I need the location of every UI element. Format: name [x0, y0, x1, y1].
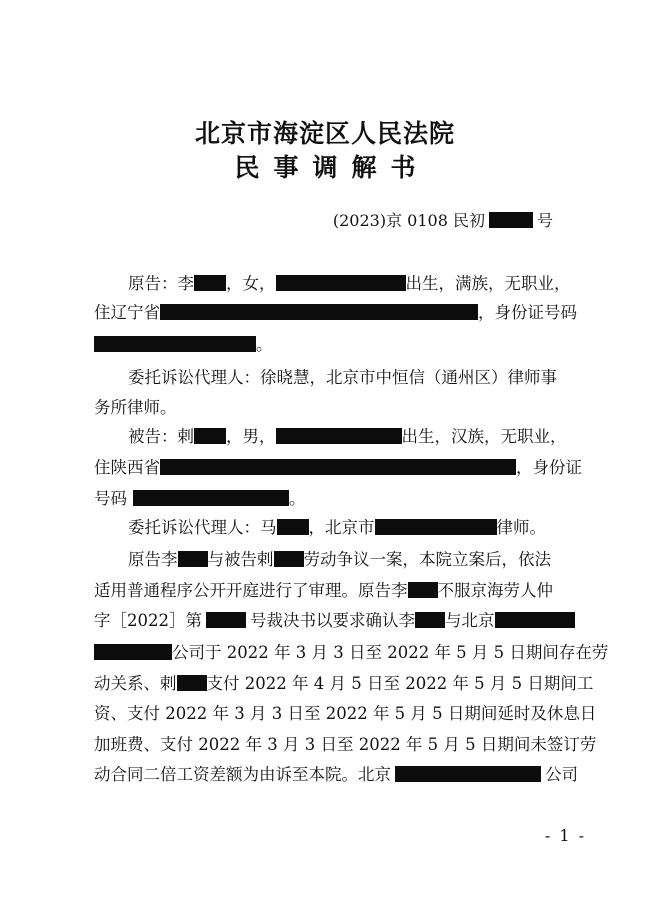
text-line	[128, 549, 551, 571]
redaction-block	[160, 304, 478, 320]
line-text: 动合同二倍工资差额为由诉至本院。北京	[94, 765, 391, 784]
case-number-prefix: (2023)京 0108 民初	[332, 211, 485, 230]
page-number: - 1 -	[544, 826, 586, 845]
redaction-block	[274, 551, 304, 567]
line-text: 字［2022］第	[94, 611, 202, 630]
redaction-block	[177, 675, 207, 691]
text-line	[94, 764, 578, 786]
line-text: 不服京海劳人仲	[437, 581, 553, 600]
text-line	[94, 334, 273, 356]
redaction-block	[489, 212, 533, 228]
line-text: 劳动争议一案，本院立案后，依法	[303, 550, 551, 569]
line-text: 公司	[545, 765, 578, 784]
text-line	[94, 610, 575, 632]
redaction-block	[194, 428, 226, 444]
text-line: 加班费、支付 2022 年 3 月 3 日至 2022 年 5 月 5 日期间未签订劳	[94, 735, 597, 754]
line-text: 动关系、剌	[94, 674, 177, 693]
line-text: 委托诉讼代理人：马	[128, 518, 277, 537]
line-text: 原告：李	[128, 274, 194, 293]
document-type: 民事调解书	[234, 153, 430, 182]
redaction-block	[276, 428, 402, 444]
line-text: ，北京市	[308, 518, 375, 537]
text-line: 委托诉讼代理人：徐晓慧，北京市中恒信（通州区）律师事	[128, 368, 557, 387]
court-name: 北京市海淀区人民法院	[194, 119, 455, 148]
redaction-block	[415, 612, 445, 628]
redaction-block	[94, 336, 256, 352]
text-line	[94, 302, 577, 324]
text-line	[94, 642, 608, 664]
line-text: 出生，汉族，无职业，	[401, 427, 567, 446]
line-text: 住陕西省	[94, 458, 160, 477]
line-text: 公司于 2022 年 3 月 3 日至 2022 年 5 月 5 日期间存在劳	[172, 643, 609, 662]
line-text: 适用普通程序公开开庭进行了审理。原告李	[94, 581, 408, 600]
line-text: ，身份证	[516, 458, 582, 477]
case-number	[333, 208, 553, 231]
line-text: 与北京	[445, 611, 495, 630]
redaction-block	[408, 582, 438, 598]
case-number-suffix: 号	[536, 211, 553, 230]
line-text: 号裁决书以要求确认李	[250, 611, 415, 630]
line-text: 出生，满族，无职业，	[405, 274, 571, 293]
text-line	[128, 273, 571, 295]
line-text: 住辽宁省	[94, 303, 160, 322]
text-line	[94, 488, 306, 510]
text-line	[94, 457, 582, 479]
redaction-block	[495, 612, 575, 628]
text-line	[128, 426, 567, 448]
text-line	[128, 517, 546, 539]
redaction-block	[206, 612, 246, 628]
redaction-block	[194, 275, 226, 291]
line-text: 。	[289, 489, 306, 508]
line-text: ，女，	[226, 274, 276, 293]
redaction-block	[276, 275, 406, 291]
redaction-block	[94, 644, 172, 660]
text-line	[94, 673, 593, 695]
line-text: ，男，	[226, 427, 276, 446]
redaction-block	[277, 519, 309, 535]
line-text: 被告：剌	[128, 427, 194, 446]
redaction-block	[160, 459, 516, 475]
redaction-block	[133, 490, 289, 506]
redaction-block	[375, 519, 497, 535]
line-text: 律师。	[496, 518, 546, 537]
line-text: 。	[256, 335, 273, 354]
line-text: 号码	[94, 489, 127, 508]
line-text: 原告李	[128, 550, 178, 569]
redaction-block	[395, 766, 541, 782]
text-line: 资、支付 2022 年 3 月 3 日至 2022 年 5 月 5 日期间延时及休息日	[94, 704, 597, 723]
text-line: 务所律师。	[94, 398, 177, 417]
line-text: ，身份证号码	[478, 303, 577, 322]
line-text: 与被告剌	[207, 550, 274, 569]
redaction-block	[178, 551, 208, 567]
line-text: 支付 2022 年 4 月 5 日至 2022 年 5 月 5 日期间工	[206, 674, 594, 693]
text-line	[94, 580, 553, 602]
